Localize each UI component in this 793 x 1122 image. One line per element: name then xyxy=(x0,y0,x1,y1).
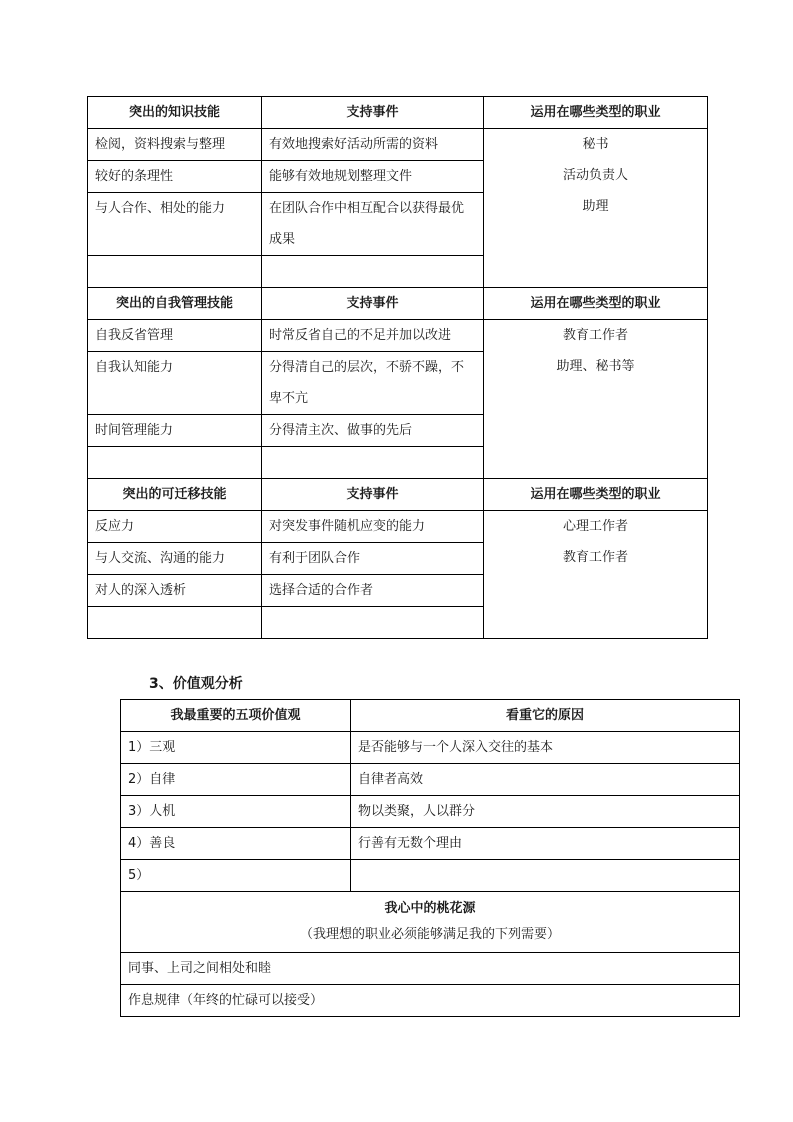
event-cell xyxy=(262,607,484,639)
need-cell: 同事、上司之间相处和睦 xyxy=(121,953,740,985)
reason-cell: 自律者高效 xyxy=(351,764,740,796)
skill-cell xyxy=(88,447,262,479)
event-cell: 分得清自己的层次，不骄不躁，不卑不亢 xyxy=(262,352,484,415)
value-cell: 5） xyxy=(121,860,351,892)
header-career: 运用在哪些类型的职业 xyxy=(484,97,708,129)
header-skill: 突出的自我管理技能 xyxy=(88,288,262,320)
reason-cell: 行善有无数个理由 xyxy=(351,828,740,860)
skill-cell: 较好的条理性 xyxy=(88,161,262,193)
skill-cell: 与人合作、相处的能力 xyxy=(88,193,262,256)
skill-cell xyxy=(88,256,262,288)
table-row xyxy=(121,828,740,860)
career-item: 教育工作者 xyxy=(562,328,628,343)
reason-cell: 物以类聚，人以群分 xyxy=(351,796,740,828)
table-row xyxy=(121,953,740,985)
event-cell: 在团队合作中相互配合以获得最优成果 xyxy=(262,193,484,256)
header-value: 我最重要的五项价值观 xyxy=(121,700,351,732)
event-cell: 时常反省自己的不足并加以改进 xyxy=(262,320,484,352)
skill-cell: 自我认知能力 xyxy=(88,352,262,415)
event-cell xyxy=(262,447,484,479)
table-row xyxy=(88,320,708,352)
event-cell xyxy=(262,256,484,288)
career-item: 秘书 xyxy=(582,137,609,152)
need-cell: 作息规律（年终的忙碌可以接受） xyxy=(121,985,740,1017)
skill-cell: 检阅，资料搜索与整理 xyxy=(88,129,262,161)
header-career: 运用在哪些类型的职业 xyxy=(484,479,708,511)
table-row xyxy=(121,796,740,828)
career-item: 助理 xyxy=(582,199,609,214)
value-cell: 4）善良 xyxy=(121,828,351,860)
ideal-subtitle: （我理想的职业必须能够满足我的下列需要） xyxy=(299,927,560,942)
header-event: 支持事件 xyxy=(262,97,484,129)
header-event: 支持事件 xyxy=(262,479,484,511)
career-item: 心理工作者 xyxy=(562,519,628,534)
skill-cell: 对人的深入透析 xyxy=(88,575,262,607)
header-reason: 看重它的原因 xyxy=(351,700,740,732)
event-cell: 对突发事件随机应变的能力 xyxy=(262,511,484,543)
ideal-header-cell xyxy=(121,892,740,953)
table-row xyxy=(121,860,740,892)
table-row xyxy=(88,129,708,161)
career-item: 教育工作者 xyxy=(562,550,628,565)
event-cell: 选择合适的合作者 xyxy=(262,575,484,607)
skill-cell: 时间管理能力 xyxy=(88,415,262,447)
header-career: 运用在哪些类型的职业 xyxy=(484,288,708,320)
header-skill: 突出的可迁移技能 xyxy=(88,479,262,511)
reason-cell: 是否能够与一个人深入交往的基本 xyxy=(351,732,740,764)
ideal-header-row xyxy=(121,892,740,953)
career-cell xyxy=(484,511,708,639)
event-cell: 能够有效地规划整理文件 xyxy=(262,161,484,193)
skill-cell: 与人交流、沟通的能力 xyxy=(88,543,262,575)
value-cell: 1）三观 xyxy=(121,732,351,764)
career-cell xyxy=(484,320,708,479)
reason-cell xyxy=(351,860,740,892)
skill-cell xyxy=(88,607,262,639)
header-skill: 突出的知识技能 xyxy=(88,97,262,129)
career-item: 活动负责人 xyxy=(562,168,628,183)
skill-cell: 反应力 xyxy=(88,511,262,543)
event-cell: 分得清主次、做事的先后 xyxy=(262,415,484,447)
skills-header-row xyxy=(88,479,708,511)
values-header-row xyxy=(121,700,740,732)
section-title-values: 3、价值观分析 xyxy=(149,676,243,692)
skills-header-row xyxy=(88,97,708,129)
values-table xyxy=(120,699,740,1017)
event-cell: 有利于团队合作 xyxy=(262,543,484,575)
event-cell: 有效地搜索好活动所需的资料 xyxy=(262,129,484,161)
skills-header-row xyxy=(88,288,708,320)
header-event: 支持事件 xyxy=(262,288,484,320)
career-item: 助理、秘书等 xyxy=(556,359,635,374)
skills-table xyxy=(87,96,708,639)
ideal-title: 我心中的桃花源 xyxy=(384,901,476,916)
table-row xyxy=(88,511,708,543)
value-cell: 2）自律 xyxy=(121,764,351,796)
skill-cell: 自我反省管理 xyxy=(88,320,262,352)
value-cell: 3）人机 xyxy=(121,796,351,828)
career-cell xyxy=(484,129,708,288)
table-row xyxy=(121,764,740,796)
table-row xyxy=(121,732,740,764)
table-row xyxy=(121,985,740,1017)
